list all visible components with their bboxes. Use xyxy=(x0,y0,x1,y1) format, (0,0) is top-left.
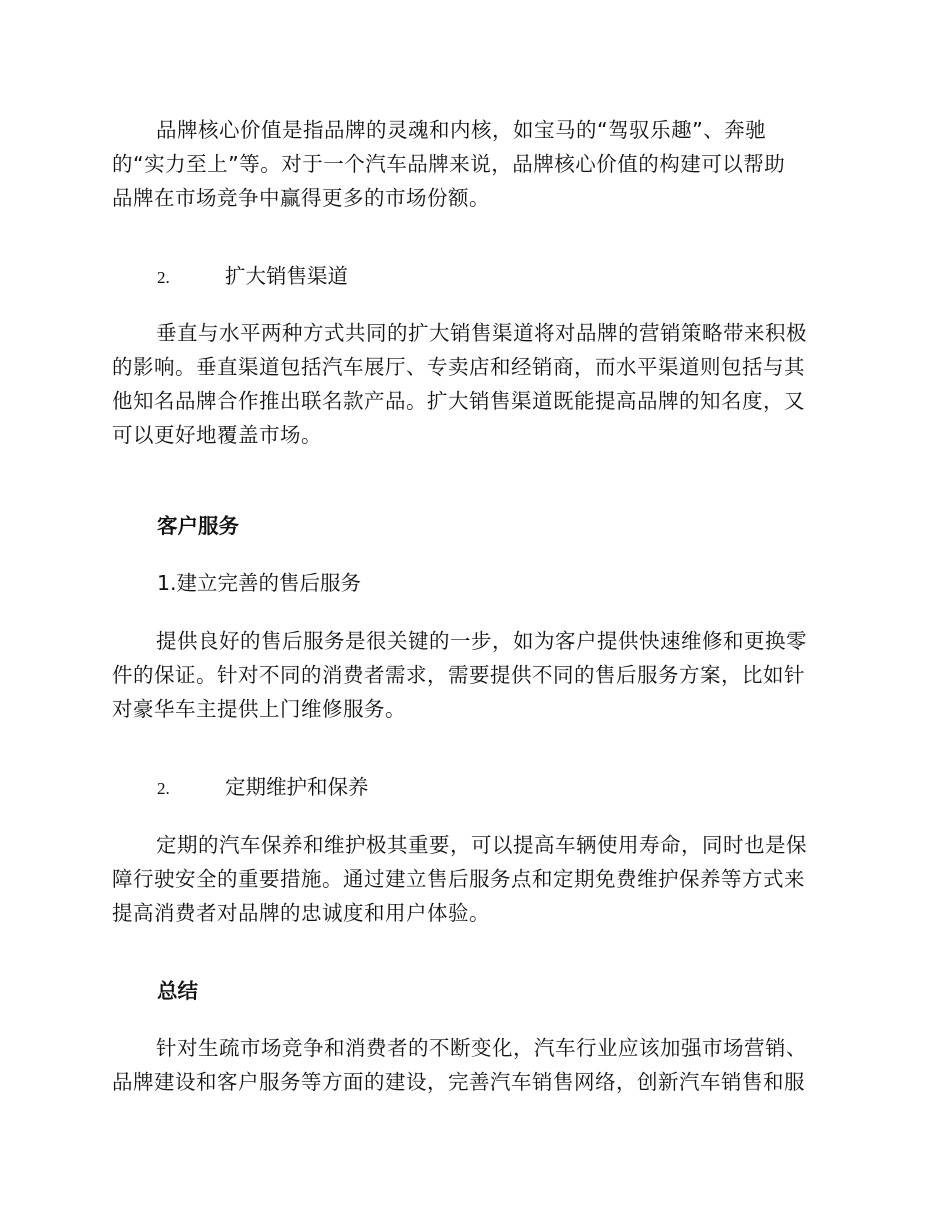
paragraph-sales-channels xyxy=(112,316,832,452)
section-heading-summary: 总结 xyxy=(157,979,198,1003)
list-item-text: 扩大销售渠道 xyxy=(225,264,348,288)
list-number: 2. xyxy=(157,268,170,287)
text-line: 品牌建设和客户服务等方面的建设，完善汽车销售网络，创新汽车销售和服 xyxy=(112,1070,805,1094)
paragraph-maintenance xyxy=(112,828,832,930)
text-line: 定期的汽车保养和维护极其重要，可以提高车辆使用寿命，同时也是保 xyxy=(156,833,807,857)
list-item-expand-sales-channels xyxy=(157,259,348,295)
paragraph-summary xyxy=(112,1031,832,1099)
text-line: 他知名品牌合作推出联名款产品。扩大销售渠道既能提高品牌的知名度，又 xyxy=(112,389,805,413)
text-line: 品牌核心价值是指品牌的灵魂和内核，如宝马的“驾驭乐趣”、奔驰 xyxy=(156,118,767,142)
text-line: 的影响。垂直渠道包括汽车展厅、专卖店和经销商，而水平渠道则包括与其 xyxy=(112,355,805,379)
text-line: 障行驶安全的重要措施。通过建立售后服务点和定期免费维护保养等方式来 xyxy=(112,867,805,891)
list-item-aftersales-service: 1.建立完善的售后服务 xyxy=(157,571,362,595)
section-heading-customer-service: 客户服务 xyxy=(157,514,239,538)
text-line: 针对生疏市场竞争和消费者的不断变化，汽车行业应该加强市场营销、 xyxy=(156,1036,807,1060)
paragraph-brand-core-value xyxy=(112,113,832,215)
list-item-regular-maintenance xyxy=(157,770,369,806)
list-number: 2. xyxy=(157,779,170,798)
text-line: 可以更好地覆盖市场。 xyxy=(112,423,322,447)
text-line: 品牌在市场竞争中赢得更多的市场份额。 xyxy=(112,186,490,210)
text-line: 对豪华车主提供上门维修服务。 xyxy=(112,697,406,721)
text-line: 提高消费者对品牌的忠诚度和用户体验。 xyxy=(112,901,490,925)
paragraph-aftersales xyxy=(112,624,832,726)
text-line: 的“实力至上”等。对于一个汽车品牌来说，品牌核心价值的构建可以帮助 xyxy=(112,152,786,176)
text-line: 件的保证。针对不同的消费者需求，需要提供不同的售后服务方案，比如针 xyxy=(112,663,805,687)
list-item-text: 定期维护和保养 xyxy=(225,775,369,799)
text-line: 提供良好的售后服务是很关键的一步，如为客户提供快速维修和更换零 xyxy=(156,629,807,653)
text-line: 垂直与水平两种方式共同的扩大销售渠道将对品牌的营销策略带来积极 xyxy=(156,321,807,345)
